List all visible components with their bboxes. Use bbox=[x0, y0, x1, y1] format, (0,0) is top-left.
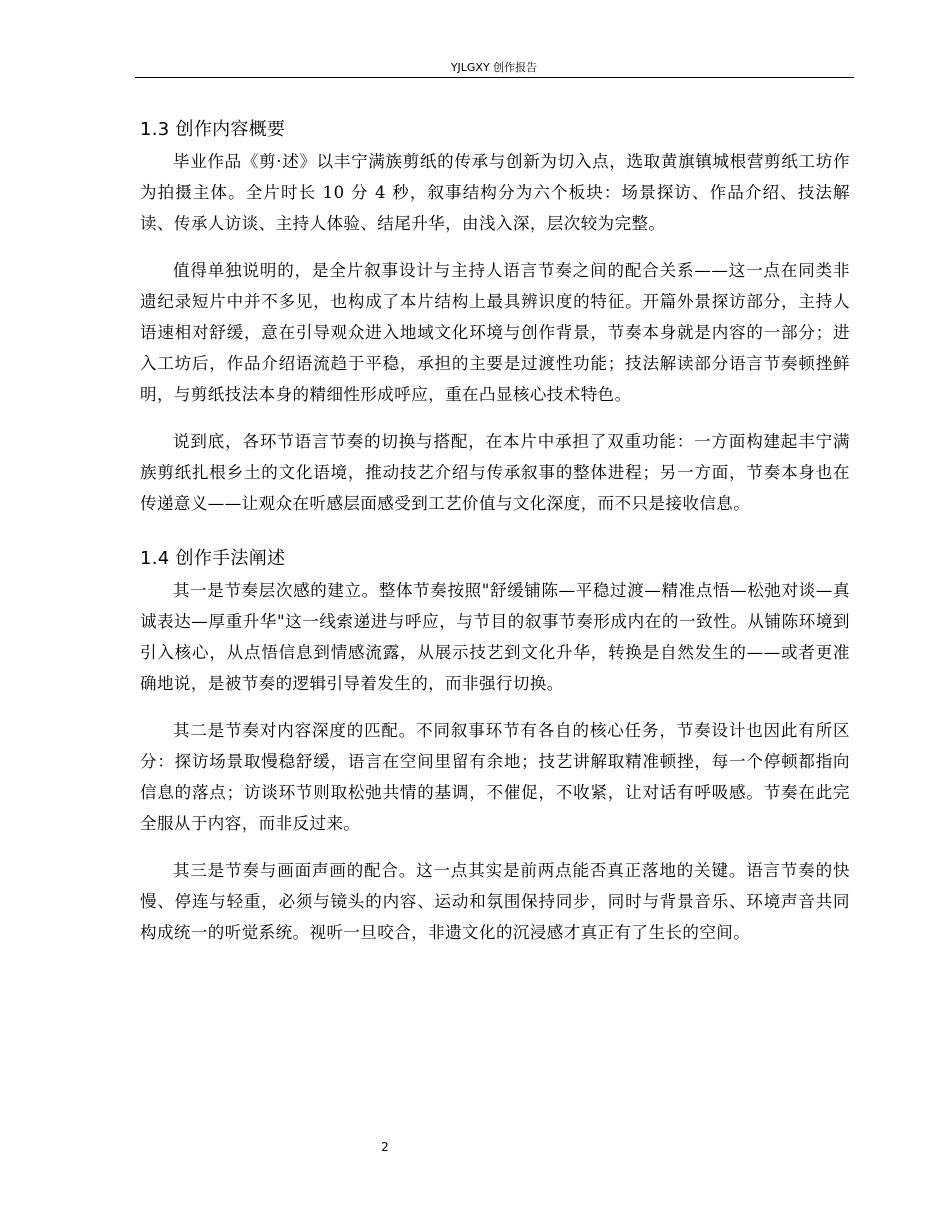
paragraph: 值得单独说明的，是全片叙事设计与主持人语言节奏之间的配合关系——这一点在同类非遗纪录短片中并不多见，也构成了本片结构上最具辨识度的特征。开篇外景探访部分，主持人语速相对舒缓，意在引导观众进入地域文化环境与创作背景，节奏本身就是内容的一部分；进入工坊后，作品介绍语流趋于平稳，承担的主要是过渡性功能；技法解读部分语言节奏顿挫鲜明，与剪纸技法本身的精细性形成呼应，重在凸显核心技术特色。 bbox=[140, 261, 850, 404]
section-title: 创作内容概要 bbox=[175, 119, 286, 140]
section-heading bbox=[140, 114, 850, 146]
section-title: 创作手法阐述 bbox=[175, 548, 286, 569]
document-body bbox=[140, 114, 850, 964]
header-rule bbox=[135, 77, 854, 78]
section-1-3 bbox=[140, 114, 850, 519]
section-number: 1.4 bbox=[140, 548, 170, 569]
paragraph: 其一是节奏层次感的建立。整体节奏按照"舒缓铺陈—平稳过渡—精准点悟—松弛对谈—真诚表达—厚重升华"这一线索递进与呼应，与节目的叙事节奏形成内在的一致性。从铺陈环境到引入核心，从点悟信息到情感流露，从展示技艺到文化升华，转换是自然发生的——或者更准确地说，是被节奏的逻辑引导着发生的，而非强行切换。 bbox=[140, 581, 850, 693]
section-number: 1.3 bbox=[140, 119, 170, 140]
paragraph: 其二是节奏对内容深度的匹配。不同叙事环节有各自的核心任务，节奏设计也因此有所区分：探访场景取慢稳舒缓，语言在空间里留有余地；技艺讲解取精准顿挫，每一个停顿都指向信息的落点；访谈环节则取松弛共情的基调，不催促，不收紧，让对话有呼吸感。节奏在此完全服从于内容，而非反过来。 bbox=[140, 721, 850, 833]
section-heading bbox=[140, 543, 850, 575]
page-header: YJLGXY 创作报告 bbox=[450, 61, 538, 74]
page-number: 2 bbox=[381, 1140, 389, 1154]
section-1-4 bbox=[140, 543, 850, 948]
paragraph: 说到底，各环节语言节奏的切换与搭配，在本片中承担了双重功能：一方面构建起丰宁满族剪纸扎根乡土的文化语境，推动技艺介绍与传承叙事的整体进程；另一方面，节奏本身也在传递意义——让观众在听感层面感受到工艺价值与文化深度，而不只是接收信息。 bbox=[140, 432, 850, 513]
paragraph: 其三是节奏与画面声画的配合。这一点其实是前两点能否真正落地的关键。语言节奏的快慢、停连与轻重，必须与镜头的内容、运动和氛围保持同步，同时与背景音乐、环境声音共同构成统一的听觉系统。视听一旦咬合，非遗文化的沉浸感才真正有了生长的空间。 bbox=[140, 861, 850, 942]
paragraph: 毕业作品《剪·述》以丰宁满族剪纸的传承与创新为切入点，选取黄旗镇城根营剪纸工坊作为拍摄主体。全片时长 10 分 4 秒，叙事结构分为六个板块：场景探访、作品介绍、技法解读、传承人访谈、主持人体验、结尾升华，由浅入深，层次较为完整。 bbox=[140, 152, 850, 233]
